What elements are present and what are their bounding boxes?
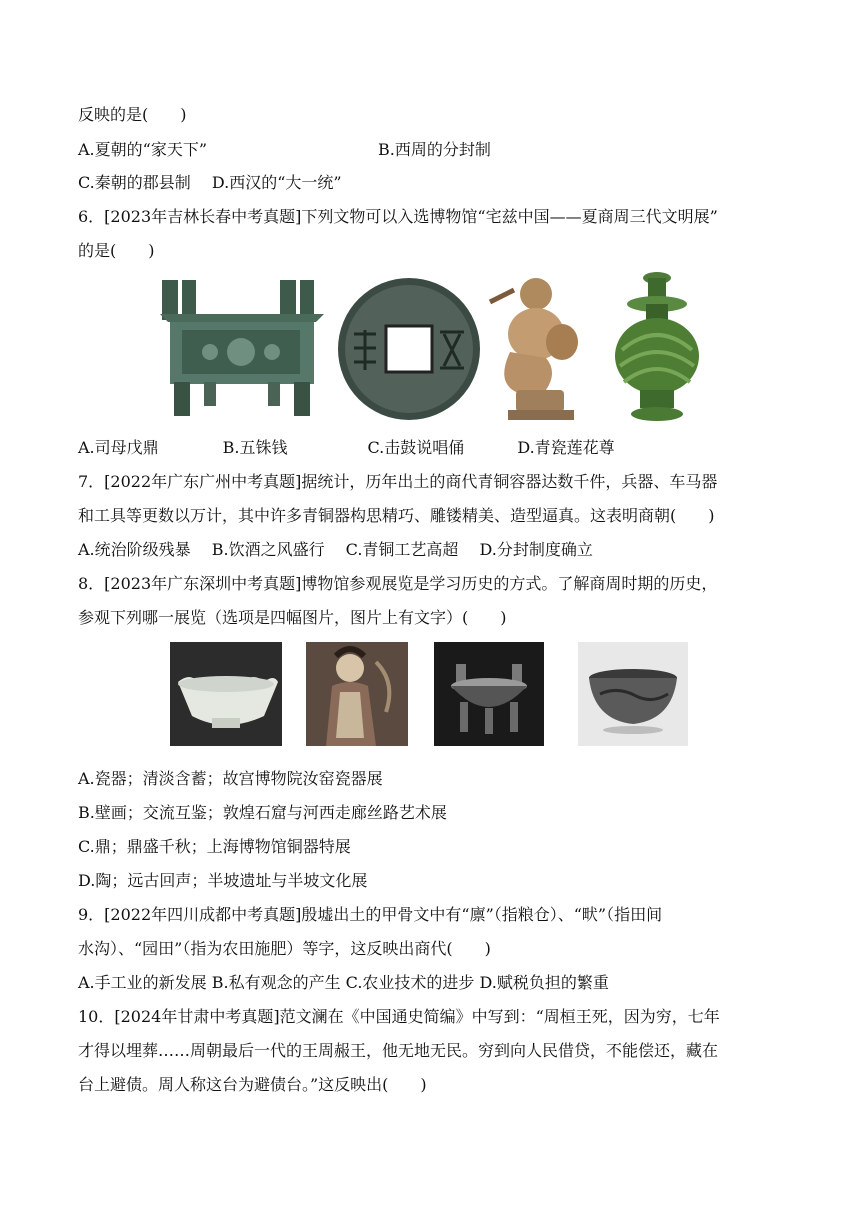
q7-stem-line2: 和工具等更数以万计，其中许多青铜器构思精巧、雕镂精美、造型逼真。这表明商朝( ) (78, 506, 715, 525)
q6-stem-line2: 的是( ) (78, 241, 155, 260)
q6-options: A.司母戊鼎 B.五铢钱 C.击鼓说唱俑 D.青瓷莲花尊 (78, 438, 615, 457)
wuzhu-coin-image (336, 276, 482, 422)
ding-cauldron-image (160, 278, 324, 418)
q5-option-b: B.西周的分封制 (378, 140, 491, 159)
q10-stem-line2: 才得以埋葬……周朝最后一代的王周赧王，他无地无民。穷到向人民借贷，不能偿还，藏在 (78, 1041, 719, 1060)
q8-stem-line1: 8．[2023年广东深圳中考真题]博物馆参观展览是学习历史的方式。了解商周时期的历史， (78, 574, 718, 593)
bronze-ding-photo-image (434, 642, 544, 746)
q8-stem-line2: 参观下列哪一展览（选项是四幅图片，图片上有文字）( ) (78, 608, 507, 627)
q9-options: A.手工业的新发展 B.私有观念的产生 C.农业技术的进步 D.赋税负担的繁重 (78, 973, 609, 992)
q7-stem-line1: 7．[2022年广东广州中考真题]据统计，历年出土的商代青铜容器达数千件，兵器、车马器 (78, 472, 718, 491)
q10-stem-line3: 台上避债。周人称这台为避债台。”这反映出( ) (78, 1075, 427, 1094)
pottery-bowl-image (578, 642, 688, 746)
q5-option-a: A.夏朝的“家天下” (78, 140, 208, 159)
q5-options-cd: C.秦朝的郡县制 D.西汉的“大一统” (78, 173, 342, 192)
q10-stem-line1: 10．[2024年甘肃中考真题]范文澜在《中国通史简编》中写到：“周桓王死，因为穷，七年 (78, 1007, 720, 1026)
q7-options: A.统治阶级残暴 B.饮酒之风盛行 C.青铜工艺高超 D.分封制度确立 (78, 540, 593, 559)
q5-stem-tail: 反映的是( ) (78, 105, 187, 124)
mural-figure-image (306, 642, 408, 746)
q9-stem-line2: 水沟）、“园田”（指为农田施肥）等字，这反映出商代( ) (78, 939, 491, 958)
celadon-lotus-zun-image (612, 270, 702, 422)
q8-option-d: D.陶；远古回声；半坡遗址与半坡文化展 (78, 871, 368, 890)
drum-storyteller-figurine-image (486, 272, 590, 422)
lotus-bowl-image (170, 642, 282, 746)
q8-option-a: A.瓷器；清淡含蓄；故宫博物院汝窑瓷器展 (78, 769, 383, 788)
q6-stem-line1: 6．[2023年吉林长春中考真题]下列文物可以入选博物馆“宅兹中国——夏商周三代文明展” (78, 207, 718, 226)
q9-stem-line1: 9．[2022年四川成都中考真题]殷墟出土的甲骨文中有“廪”（指粮仓）、“畎”（指田间 (78, 905, 663, 924)
q8-option-b: B.壁画；交流互鉴；敦煌石窟与河西走廊丝路艺术展 (78, 803, 447, 822)
q8-option-c: C.鼎；鼎盛千秋；上海博物馆铜器特展 (78, 837, 351, 856)
